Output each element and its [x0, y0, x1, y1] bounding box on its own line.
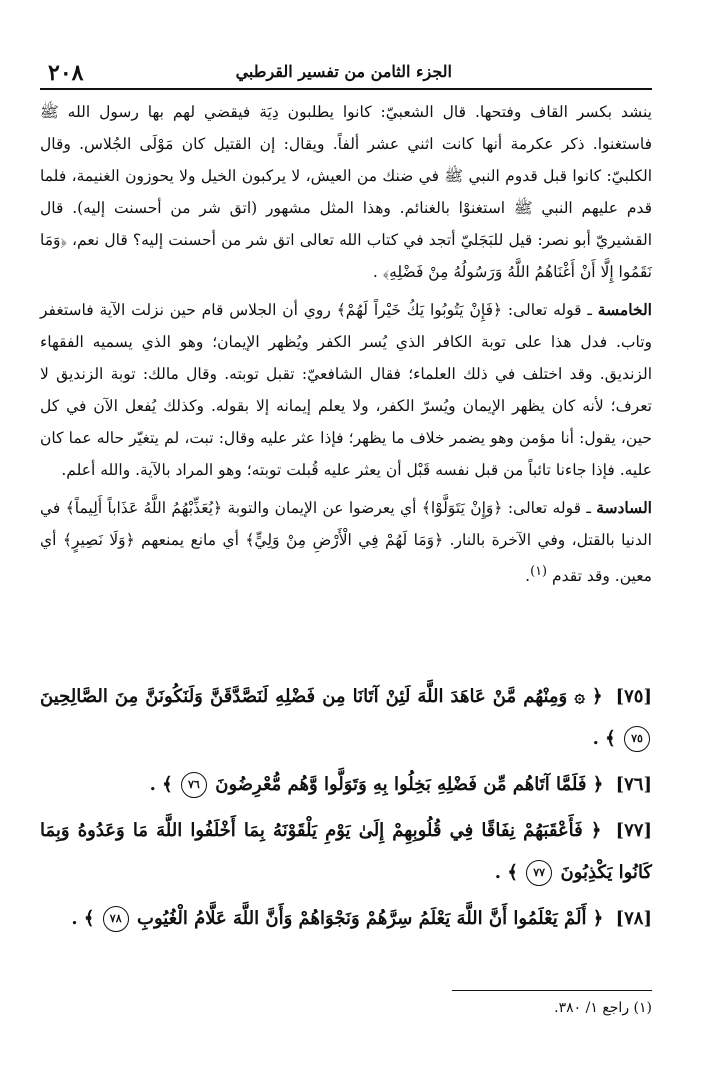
- page-header: [40, 58, 652, 90]
- running-title: الجزء الثامن من تفسير القرطبي: [235, 62, 452, 81]
- commentary-body: [40, 96, 652, 592]
- section-fifth-text: ـ قوله تعالى: ﴿فَإِنْ يَتُوبُوا يَكُ خَيْراً لَهُمْ﴾ روي أن الجلاس قام حين نزلت الآية فاستغفر وتاب. فدل هذا على توبة الكافر الذي يُسر الكفر ويُظهر الإيمان؛ وهو الذي يسميه الفقهاء الزنديق. وقد اختلف في ذلك العلماء؛ فقال الشافعيّ: تقبل توبته. وقال مالك: توبة الزنديق لا تعرف؛ لأنه كان يظهر الإيمان ويُسرّ الكفر، ولا يعلم إيمانه إلا بقوله. وكذلك يُفعل الآن في كل حين، يقول: أنا مؤمن وهو يضمر خلاف ما يظهر؛ فإذا عثر عليه وقال: تبت، لم يتغيّر حاله عما كان عليه. فإذا جاءنا تائباً من قبل نفسه قَبْل أن يعثر عليه قُبلت توبته؛ وهو المراد بالآية. والله أعلم.: [40, 301, 652, 479]
- verse-number: [٧٨]: [615, 908, 652, 929]
- ayah-end-marker: ٧٧: [526, 860, 552, 886]
- verse-75: [٧٥] ﴿ ۞ وَمِنْهُم مَّنْ عَاهَدَ اللَّهَ لَئِنْ آتَانَا مِن فَضْلِهِ لَنَصَّدَّقَنَّ وَلَنَكُونَنَّ مِنَ الصَّالِحِينَ ٧٥ ﴾ .: [40, 676, 652, 760]
- footnote: (١) راجع ١/ ٣٨٠.: [554, 1000, 652, 1016]
- verse-text: ﴿ ۞ وَمِنْهُم مَّنْ عَاهَدَ اللَّهَ لَئِنْ آتَانَا مِن فَضْلِهِ لَنَصَّدَّقَنَّ وَلَنَكُونَنَّ مِنَ الصَّالِحِينَ: [40, 686, 603, 707]
- section-fifth-label: الخامسة: [597, 300, 652, 319]
- verse-number: [٧٧]: [615, 820, 652, 841]
- section-fifth: [40, 294, 652, 486]
- footnote-ref: (١): [530, 564, 548, 579]
- footnote-divider: [452, 990, 652, 991]
- page-number: ٢٠٨: [48, 60, 84, 86]
- verse-number: [٧٦]: [615, 774, 652, 795]
- section-sixth: السادسة ـ قوله تعالى: ﴿وَإِنْ يَتَوَلَّوْا﴾ أي يعرضوا عن الإيمان والتوبة ﴿يُعَذِّبْهُمُ اللَّهُ عَذَاباً أَلِيماً﴾ في الدنيا بالقتل، وفي الآخرة بالنار. ﴿وَمَا لَهُمْ فِي الْأَرْضِ مِنْ وَلِيٍّ﴾ أي مانع يمنعهم ﴿وَلَا نَصِيرٍ﴾ أي معين. وقد تقدم $^{(١)}$.: [40, 498, 652, 586]
- verse-78: [٧٨] ﴿ أَلَمْ يَعْلَمُوا أَنَّ اللَّهَ يَعْلَمُ سِرَّهُمْ وَنَجْوَاهُمْ وَأَنَّ اللَّهَ عَلَّامُ الْغُيُوبِ ٧٨ ﴾ .: [40, 898, 652, 940]
- verse-text: ﴿ أَلَمْ يَعْلَمُوا أَنَّ اللَّهَ يَعْلَمُ سِرَّهُمْ وَنَجْوَاهُمْ وَأَنَّ اللَّهَ عَلَّامُ الْغُيُوبِ: [137, 908, 604, 929]
- verse-text: ﴿ فَأَعْقَبَهُمْ نِفَاقًا فِي قُلُوبِهِمْ إِلَىٰ يَوْمِ يَلْقَوْنَهُ بِمَا أَخْلَفُوا اللَّهَ مَا وَعَدُوهُ وَبِمَا كَانُوا يَكْذِبُونَ: [40, 820, 652, 883]
- verse-76: [٧٦] ﴿ فَلَمَّا آتَاهُم مِّن فَضْلِهِ بَخِلُوا بِهِ وَتَوَلَّوا وَّهُم مُّعْرِضُونَ ٧٦ ﴾ .: [40, 764, 652, 806]
- ayah-end-marker: ٧٨: [103, 906, 129, 932]
- section-sixth-label: السادسة: [596, 498, 652, 517]
- verse-text: ﴿ فَلَمَّا آتَاهُم مِّن فَضْلِهِ بَخِلُوا بِهِ وَتَوَلَّوا وَّهُم مُّعْرِضُونَ: [215, 774, 604, 795]
- ayah-end-marker: ٧٥: [624, 726, 650, 752]
- quran-verses: [40, 676, 652, 944]
- ayah-end-marker: ٧٦: [181, 772, 207, 798]
- verse-number: [٧٥]: [615, 686, 652, 707]
- verse-77: [٧٧] ﴿ فَأَعْقَبَهُمْ نِفَاقًا فِي قُلُوبِهِمْ إِلَىٰ يَوْمِ يَلْقَوْنَهُ بِمَا أَخْلَفُوا اللَّهَ مَا وَعَدُوهُ وَبِمَا كَانُوا يَكْذِبُونَ ٧٧ ﴾ .: [40, 810, 652, 894]
- section-sixth-text: ـ قوله تعالى: ﴿وَإِنْ يَتَوَلَّوْا﴾ أي يعرضوا عن الإيمان والتوبة ﴿يُعَذِّبْهُمُ اللَّهُ عَذَاباً أَلِيماً﴾ في الدنيا بالقتل، وفي الآخرة بالنار. ﴿وَمَا لَهُمْ فِي الْأَرْضِ مِنْ وَلِيٍّ﴾ أي مانع يمنعهم ﴿وَلَا نَصِيرٍ﴾ أي معين. وقد تقدم: [40, 499, 652, 586]
- intro-paragraph: ينشد بكسر القاف وفتحها. قال الشعبيّ: كانوا يطلبون دِيَة فيقضي لهم بها رسول الله ﷺ فاستغنوا. ذكر عكرمة أنها كانت اثني عشر ألفاً. ويقال: إن القتيل كان مَوْلَى الجُلاس. وقال الكلبيّ: كانوا قبل قدوم النبي ﷺ في ضنك من العيش، لا يركبون الخيل ولا يحوزون الغنيمة، فلما قدم عليهم النبي ﷺ استغنوْا بالغنائم. وهذا المثل مشهور (اتق شر من أحسنت إليه). قال القشيريّ أبو نصر: قيل للبَجَليّ أتجد في كتاب الله تعالى اتق شر من أحسنت إليه؟ قال نعم، ﴿وَمَا نَقَمُوا إِلَّا أَنْ أَغْنَاهُمُ اللَّهُ وَرَسُولُهُ مِنْ فَضْلِهِ﴾ .: [40, 103, 652, 281]
